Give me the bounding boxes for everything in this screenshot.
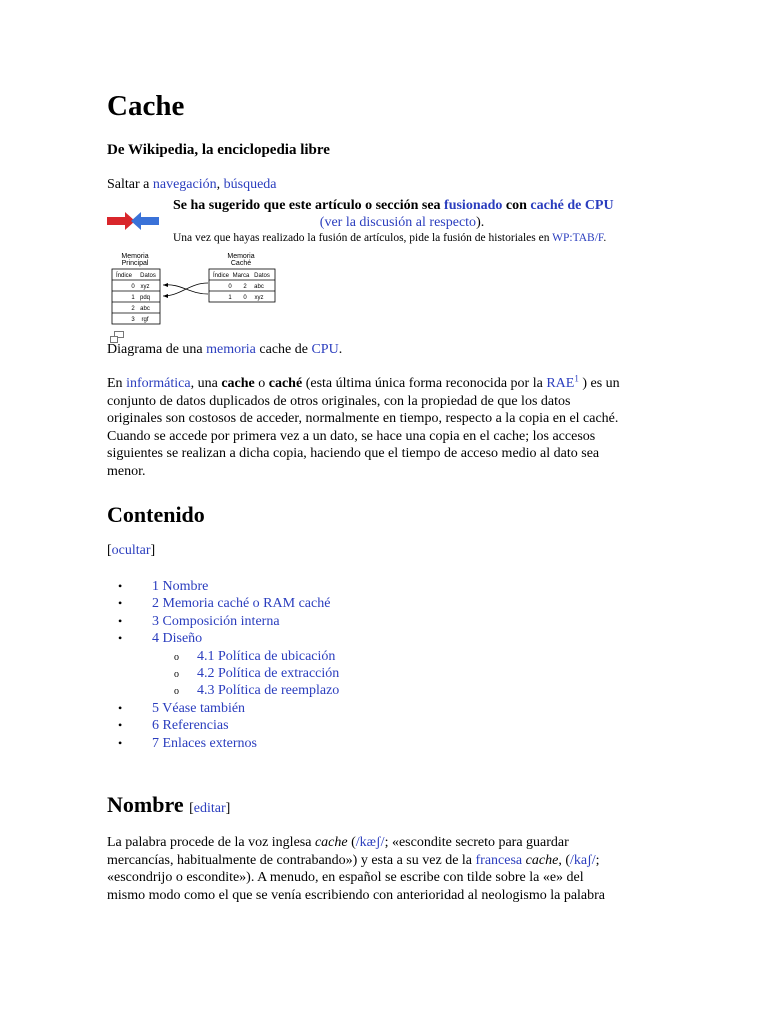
toc-link-diseno[interactable]: 4 Diseño [152,631,203,647]
intro-paragraph: En informática, una cache o caché (esta última única forma reconocida por la RAE$^1$ ) es un conjunto de datos duplicados de otros originales, con la propiedad de que los datos originales son costosos de acceder, normalmente en tiempo, respecto a la copia en el caché. Cuando se accede por primera vez a un dato, se hace una copia en el cache; los accesos siguientes se realizan a dicha copia, haciendo que el tiempo de acceso medio al dato sea menor. [107,373,620,479]
main-header-index: Índice [115,273,133,279]
cache-header-tag: Marca [232,273,250,279]
main-memory-title-2: Principal [121,260,149,267]
ipa-link-french[interactable]: /kaʃ/ [569,852,596,868]
informatica-link[interactable]: informática [126,376,191,391]
discussion-link[interactable]: ver la discusión al respecto [324,215,477,230]
rae-reference[interactable]: 1 [574,373,579,384]
cache-row-1-data: xyz [254,295,264,301]
toc-toggle: [ocultar] [107,543,156,558]
main-row-0-data: xyz [140,284,150,290]
ipa-link-english[interactable]: /kæʃ/ [355,835,385,850]
page-title: Cache [107,90,185,122]
francesa-link[interactable]: francesa [475,852,523,868]
toc-link-extraccion[interactable]: 4.2 Política de extracción [197,665,340,681]
cache-title-1: Memoria [227,253,255,260]
cache-header-index: Índice [212,273,230,279]
main-row-0-index: 0 [131,284,135,290]
toc-link-composicion[interactable]: 3 Composición interna [152,613,280,629]
toc-heading: Contenido [107,502,205,527]
cache-diagram[interactable] [107,250,279,330]
toc-link-nombre[interactable]: 1 Nombre [152,579,209,594]
cache-row-0-data: abc [254,284,264,290]
diagram-caption: Diagrama de una memoria cache de CPU. [107,342,343,357]
wp-tab-f-link[interactable]: WP:TAB/F [552,232,604,244]
main-row-1-data: pdq [139,295,151,301]
navigation-link[interactable]: navegación [152,177,217,192]
jump-links: Saltar a navegación, búsqueda [107,177,277,192]
rae-link[interactable]: RAE [546,376,575,391]
cache-header-data: Datos [254,273,270,279]
cpu-link[interactable]: CPU [311,342,339,357]
toc-link-memoria-cache[interactable]: 2 Memoria caché o RAM caché [152,596,331,612]
page-subtitle: De Wikipedia, la enciclopedia libre [107,142,330,158]
main-row-3-index: 3 [131,317,135,323]
cache-row-0-index: 0 [228,284,232,290]
toc-link-ubicacion[interactable]: 4.1 Política de ubicación [197,648,336,664]
main-header-data: Datos [140,273,156,279]
main-memory-title-1: Memoria [121,253,149,260]
merge-link[interactable]: fusionado [444,198,503,213]
section-heading-nombre: Nombre [editar] [107,792,231,817]
toc-link-enlaces[interactable]: 7 Enlaces externos [152,735,257,751]
cache-row-1-index: 1 [228,295,232,301]
merge-arrows-icon [107,211,159,231]
main-row-2-data: abc [140,306,150,312]
toc-link-referencias[interactable]: 6 Referencias [152,718,229,734]
search-link[interactable]: búsqueda [223,177,277,192]
cache-title-2: Caché [230,260,252,267]
edit-link[interactable]: editar [193,801,226,816]
main-row-1-index: 1 [131,295,135,301]
toc-link-reemplazo[interactable]: 4.3 Política de reemplazo [197,683,340,699]
cpu-cache-link[interactable]: caché de CPU [530,198,614,213]
toc-link-vease[interactable]: 5 Véase también [152,700,246,716]
hide-toc-link[interactable]: ocultar [111,543,151,558]
memory-link[interactable]: memoria [206,342,256,357]
nombre-paragraph: La palabra procede de la voz inglesa cache (/kæʃ/; «escondite secreto para guardar mercancías, habitualmente de contrabando») y esta a su vez de la francesa cache, (/kaʃ/; «escondrijo o escondite»). A menudo, en español se escribe con tilde sobre la «e» del mismo modo como el que se venía escribiendo con anterioridad al neologismo la palabra [107,835,606,903]
main-row-3-data: rgf [141,317,149,323]
cache-row-1-tag: 0 [243,295,247,301]
cache-row-0-tag: 2 [243,284,247,290]
main-row-2-index: 2 [131,306,135,312]
